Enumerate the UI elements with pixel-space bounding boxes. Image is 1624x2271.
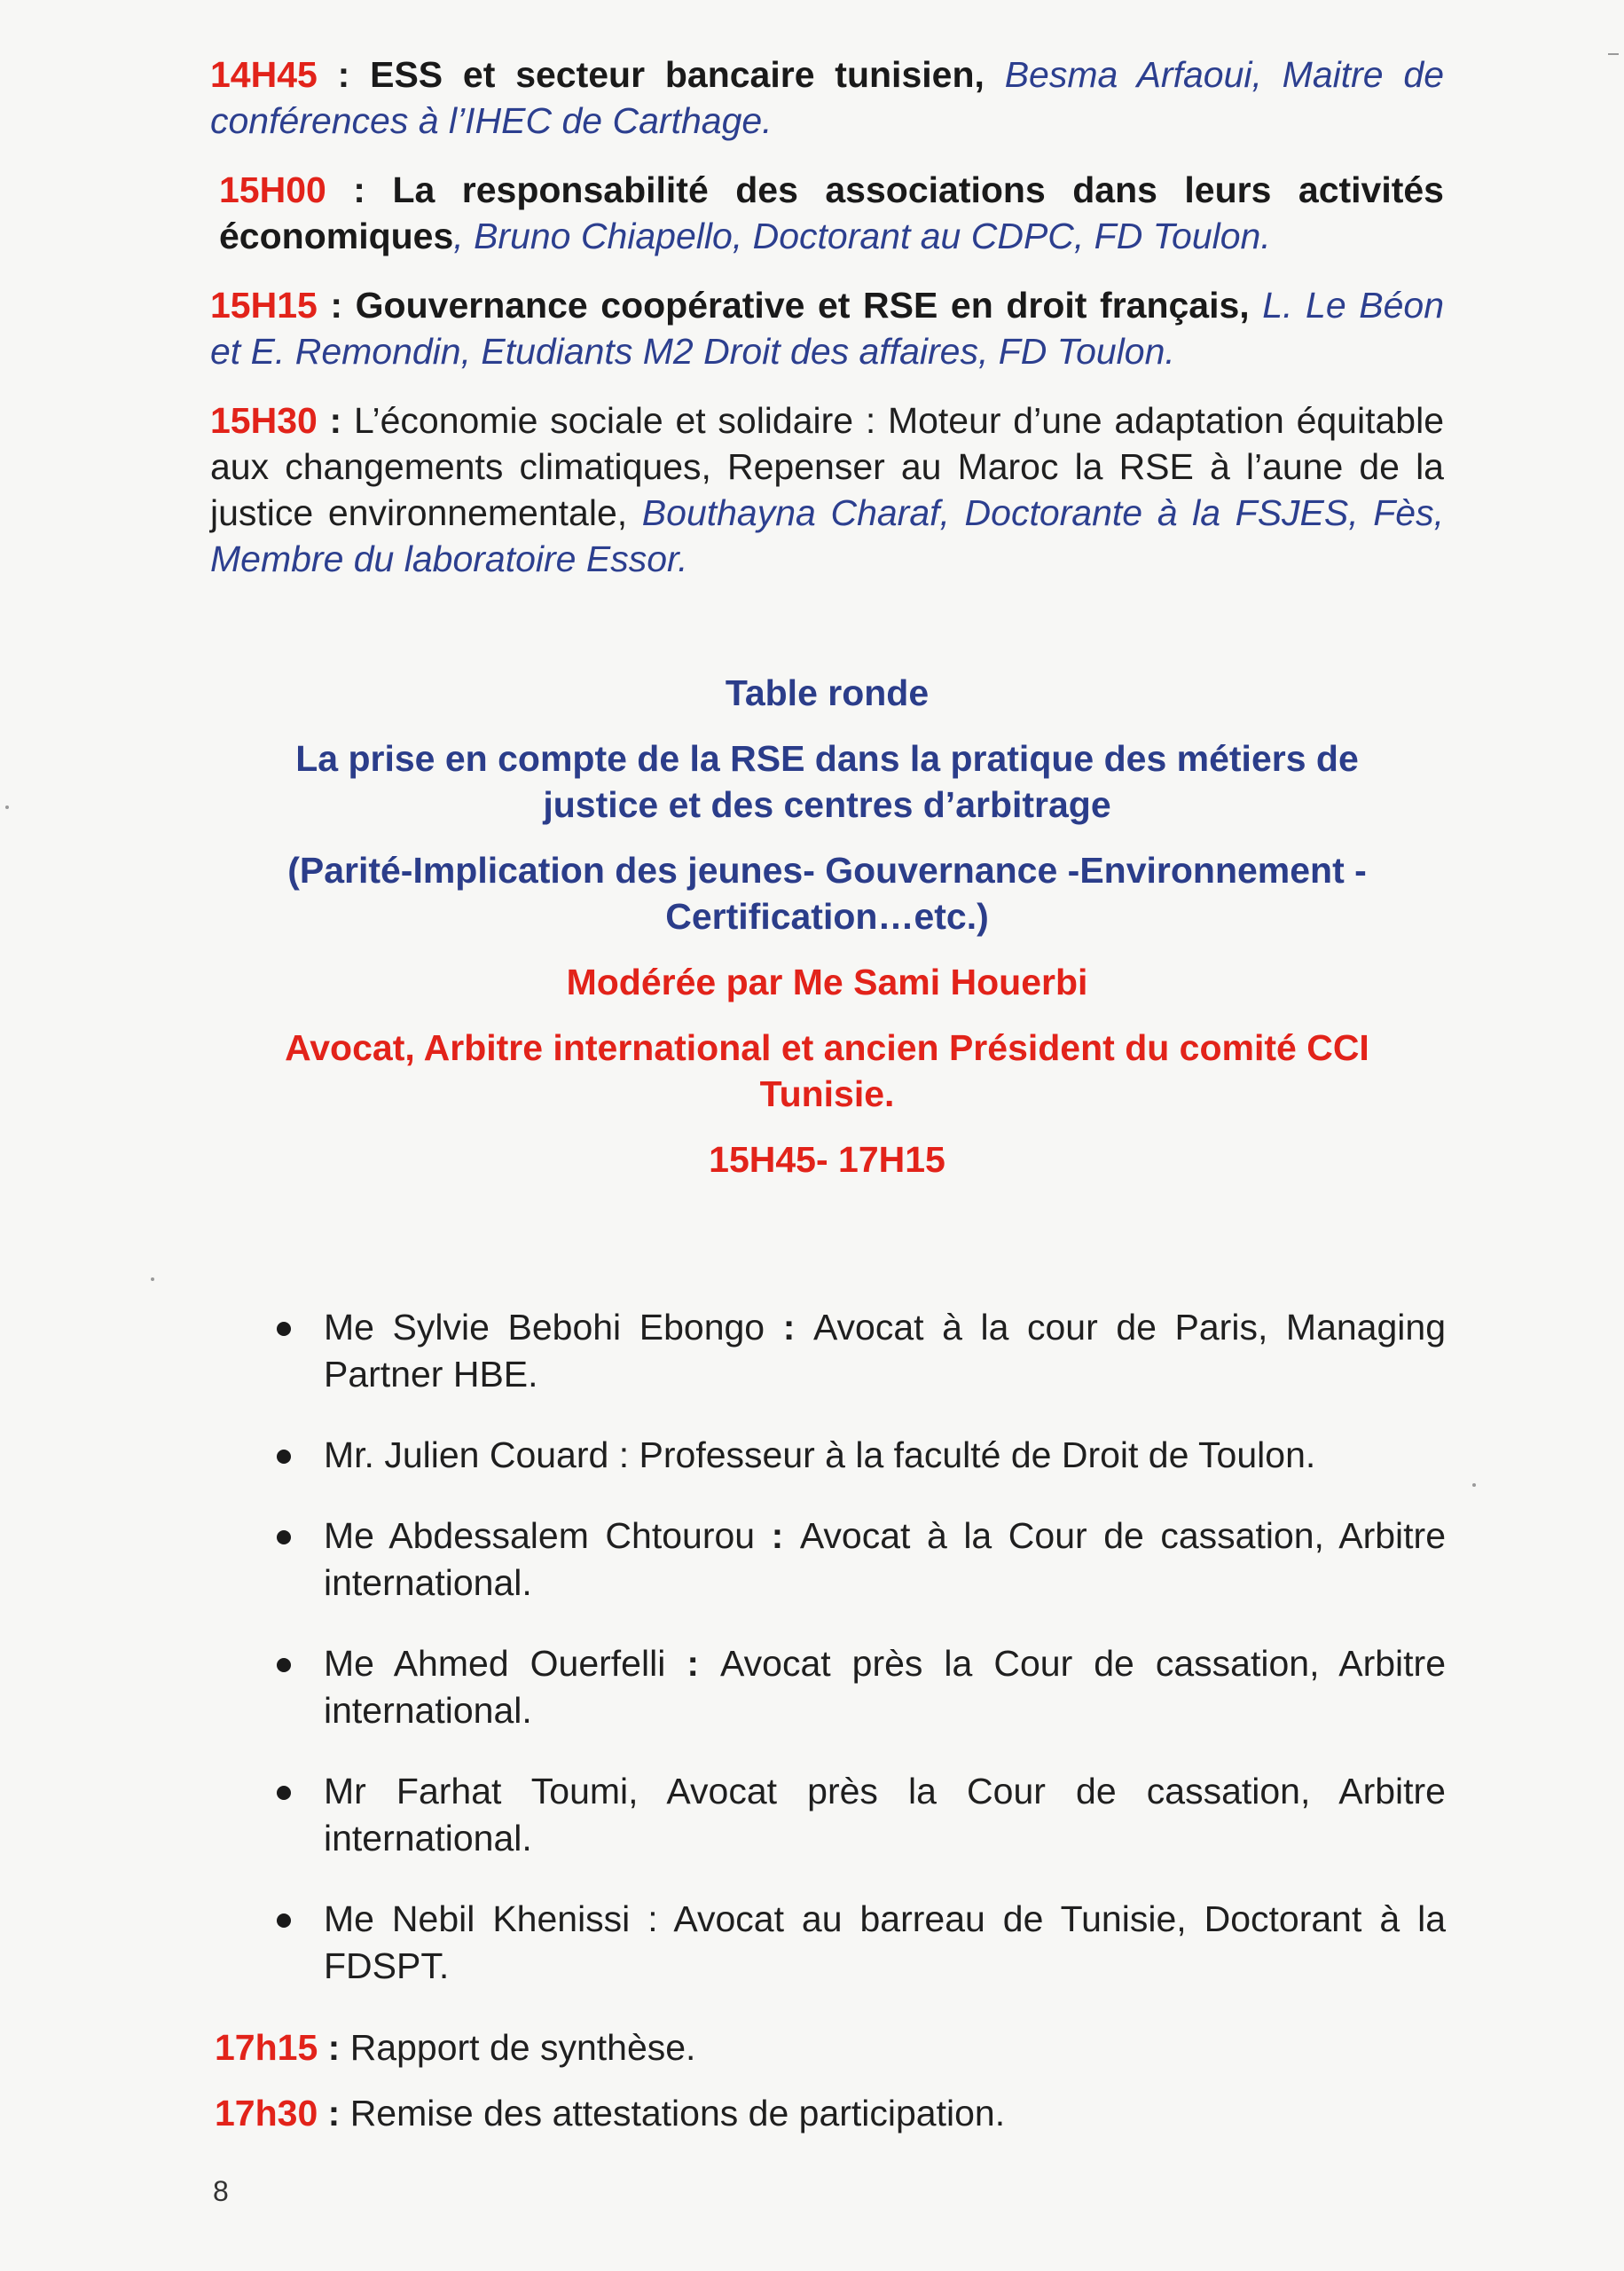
- program-sessions: [210, 51, 1444, 605]
- panelist-role: Avocat à la Cour de cassation, Arbitre international.: [324, 1515, 1446, 1603]
- page-number: 8: [213, 2175, 229, 2207]
- session-1445: [210, 51, 1444, 144]
- scan-speck: [1472, 1483, 1476, 1487]
- panelist-role: Avocat près la Cour de cassation, Arbitre international.: [324, 1771, 1446, 1858]
- closing-synthesis: [215, 2024, 1448, 2071]
- session-separator: :: [317, 285, 356, 326]
- panelist-separator: :: [755, 1515, 800, 1556]
- panelist-separator: :: [765, 1307, 813, 1348]
- session-1530: [210, 397, 1444, 582]
- session-title: ESS et secteur bancaire tunisien,: [370, 54, 985, 95]
- session-title: La responsabilité des associations dans leurs activités économiques: [219, 169, 1444, 256]
- bullet-icon: [277, 1786, 291, 1800]
- closing-separator: :: [318, 2027, 350, 2068]
- panelist-name: Me Abdessalem Chtourou: [324, 1515, 756, 1556]
- closing-certificates: [215, 2090, 1448, 2136]
- session-speaker: Besma Arfaoui, Maitre de conférences à l’IHEC de Carthage.: [210, 54, 1445, 141]
- list-item: [266, 1513, 1446, 1607]
- panelist-role: Avocat près la Cour de cassation, Arbitre international.: [324, 1643, 1447, 1731]
- scan-speck: [1608, 53, 1619, 55]
- round-table-moderator-title: Avocat, Arbitre international et ancien Président du comité CCI Tunisie.: [285, 1027, 1369, 1114]
- panelist-role: Professeur à la faculté de Droit de Toulon.: [639, 1434, 1316, 1475]
- session-speaker: L. Le Béon et E. Remondin, Etudiants M2 Droit des affaires, FD Toulon.: [210, 285, 1444, 372]
- round-table-heading: Table ronde: [725, 672, 930, 713]
- panelist-separator: :: [630, 1898, 674, 1939]
- list-item: [266, 1304, 1446, 1398]
- list-item: [266, 1896, 1446, 1990]
- panelist-separator: ,: [628, 1771, 667, 1811]
- session-separator: :: [326, 169, 393, 210]
- round-table-title: La prise en compte de la RSE dans la pratique des métiers de justice et des centres d’arbitrage: [295, 738, 1359, 825]
- panelist-separator: :: [608, 1434, 639, 1475]
- panelist-role: Avocat au barreau de Tunisie, Doctorant à la FDSPT.: [324, 1898, 1446, 1986]
- scan-speck: [151, 1277, 154, 1281]
- round-table-time: 15H45- 17H15: [709, 1139, 945, 1180]
- closing-time: 17h15: [215, 2027, 318, 2068]
- session-speaker: Bouthayna Charaf, Doctorante à la FSJES, Fès, Membre du laboratoire Essor.: [210, 492, 1444, 579]
- closing-text: Remise des attestations de participation.: [349, 2093, 1006, 2133]
- bullet-icon: [277, 1658, 291, 1672]
- session-time: 15H30: [210, 400, 318, 441]
- session-body: L’économie sociale et solidaire : Moteur d’une adaptation équitable aux changements climatiques, Repenser au Maroc la RSE à l’aune de la justice environnementale,: [210, 400, 1444, 533]
- bullet-icon: [277, 1450, 291, 1464]
- list-item: [266, 1768, 1446, 1862]
- panelist-name: Me Ahmed Ouerfelli: [324, 1643, 666, 1684]
- list-item: [266, 1432, 1446, 1479]
- session-title: Gouvernance coopérative et RSE en droit français,: [355, 285, 1250, 326]
- round-table-moderator: Modérée par Me Sami Houerbi: [566, 962, 1088, 1002]
- panelist-name: Me Sylvie Bebohi Ebongo: [324, 1307, 765, 1348]
- panelist-separator: :: [665, 1643, 721, 1684]
- scan-speck: [5, 805, 9, 809]
- session-1515: [210, 282, 1444, 374]
- round-table-section: [210, 670, 1444, 1202]
- session-time: 15H15: [210, 285, 318, 326]
- session-separator: :: [317, 54, 371, 95]
- bullet-icon: [277, 1530, 291, 1544]
- bullet-icon: [277, 1322, 291, 1336]
- session-time: 15H00: [219, 169, 326, 210]
- panelist-name: Mr. Julien Couard: [324, 1434, 609, 1475]
- session-1500: [210, 167, 1444, 259]
- panelist-role: Avocat à la cour de Paris, Managing Partner HBE.: [324, 1307, 1446, 1395]
- closing-items: [215, 2024, 1448, 2156]
- panelist-list: [266, 1304, 1446, 2023]
- panelist-name: Mr Farhat Toumi: [324, 1771, 629, 1811]
- closing-separator: :: [318, 2093, 350, 2133]
- list-item: [266, 1640, 1446, 1734]
- session-separator: :: [317, 400, 354, 441]
- session-speaker: , Bruno Chiapello, Doctorant au CDPC, FD Toulon.: [453, 216, 1271, 256]
- bullet-icon: [277, 1913, 291, 1928]
- session-time: 14H45: [210, 54, 318, 95]
- round-table-themes: (Parité-Implication des jeunes- Gouvernance -Environnement - Certification…etc.): [287, 850, 1367, 937]
- closing-text: Rapport de synthèse.: [349, 2027, 696, 2068]
- closing-time: 17h30: [215, 2093, 318, 2133]
- panelist-name: Me Nebil Khenissi: [324, 1898, 631, 1939]
